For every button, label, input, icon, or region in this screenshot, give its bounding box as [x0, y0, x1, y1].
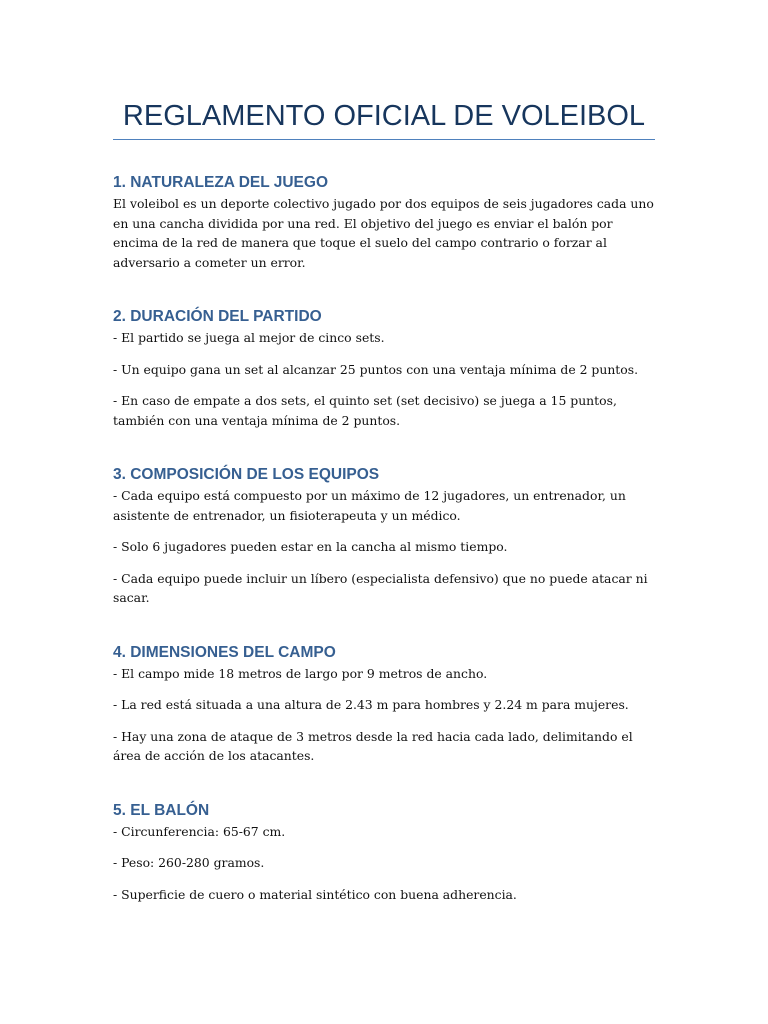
section-paragraph: - En caso de empate a dos sets, el quinto set (set decisivo) se juega a 15 puntos, también con una ventaja mínima de 2 puntos.	[113, 393, 617, 428]
section-balon	[113, 801, 655, 905]
title-underline	[113, 139, 655, 140]
document-title: REGLAMENTO OFICIAL DE VOLEIBOL	[122, 100, 646, 132]
section-paragraph: - Peso: 260-280 gramos.	[113, 855, 265, 870]
section-heading: 2. DURACIÓN DEL PARTIDO	[113, 308, 322, 325]
section-heading: 4. DIMENSIONES DEL CAMPO	[113, 643, 336, 661]
section-paragraph: - La red está situada a una altura de 2.43 m para hombres y 2.24 m para mujeres.	[113, 697, 629, 712]
section-duracion	[113, 307, 655, 430]
section-heading: 5. EL BALÓN	[113, 801, 210, 819]
section-paragraph: - Hay una zona de ataque de 3 metros desde la red hacia cada lado, delimitando el área de acción de los atacantes.	[113, 728, 633, 763]
section-paragraph: El voleibol es un deporte colectivo jugado por dos equipos de seis jugadores cada uno en una cancha dividida por una red. El objetivo del juego es enviar el balón por encima de la red de manera que toque el suelo del campo contrario o forzar al adversario a cometer un error.	[113, 196, 654, 270]
section-paragraph: - Cada equipo puede incluir un líbero (especialista defensivo) que no puede atacar ni sacar.	[113, 570, 648, 605]
section-paragraph: - Un equipo gana un set al alcanzar 25 puntos con una ventaja mínima de 2 puntos.	[113, 361, 639, 377]
section-paragraph: - El partido se juega al mejor de cinco sets.	[113, 330, 385, 345]
section-dimensiones	[113, 643, 655, 766]
section-heading: 1. NATURALEZA DEL JUEGO	[113, 174, 329, 191]
section-naturaleza	[113, 173, 655, 272]
document-page	[113, 0, 655, 904]
section-composicion	[113, 465, 655, 608]
section-heading: 3. COMPOSICIÓN DE LOS EQUIPOS	[113, 466, 380, 483]
section-paragraph: - Superficie de cuero o material sintético con buena adherencia.	[113, 886, 517, 902]
section-paragraph: - Cada equipo está compuesto por un máximo de 12 jugadores, un entrenador, un asistente de entrenador, un fisioterapeuta y un médico.	[113, 488, 626, 523]
section-paragraph: - El campo mide 18 metros de largo por 9 metros de ancho.	[113, 665, 488, 681]
section-paragraph: - Circunferencia: 65-67 cm.	[113, 823, 286, 839]
section-paragraph: - Solo 6 jugadores pueden estar en la cancha al mismo tiempo.	[113, 539, 508, 554]
